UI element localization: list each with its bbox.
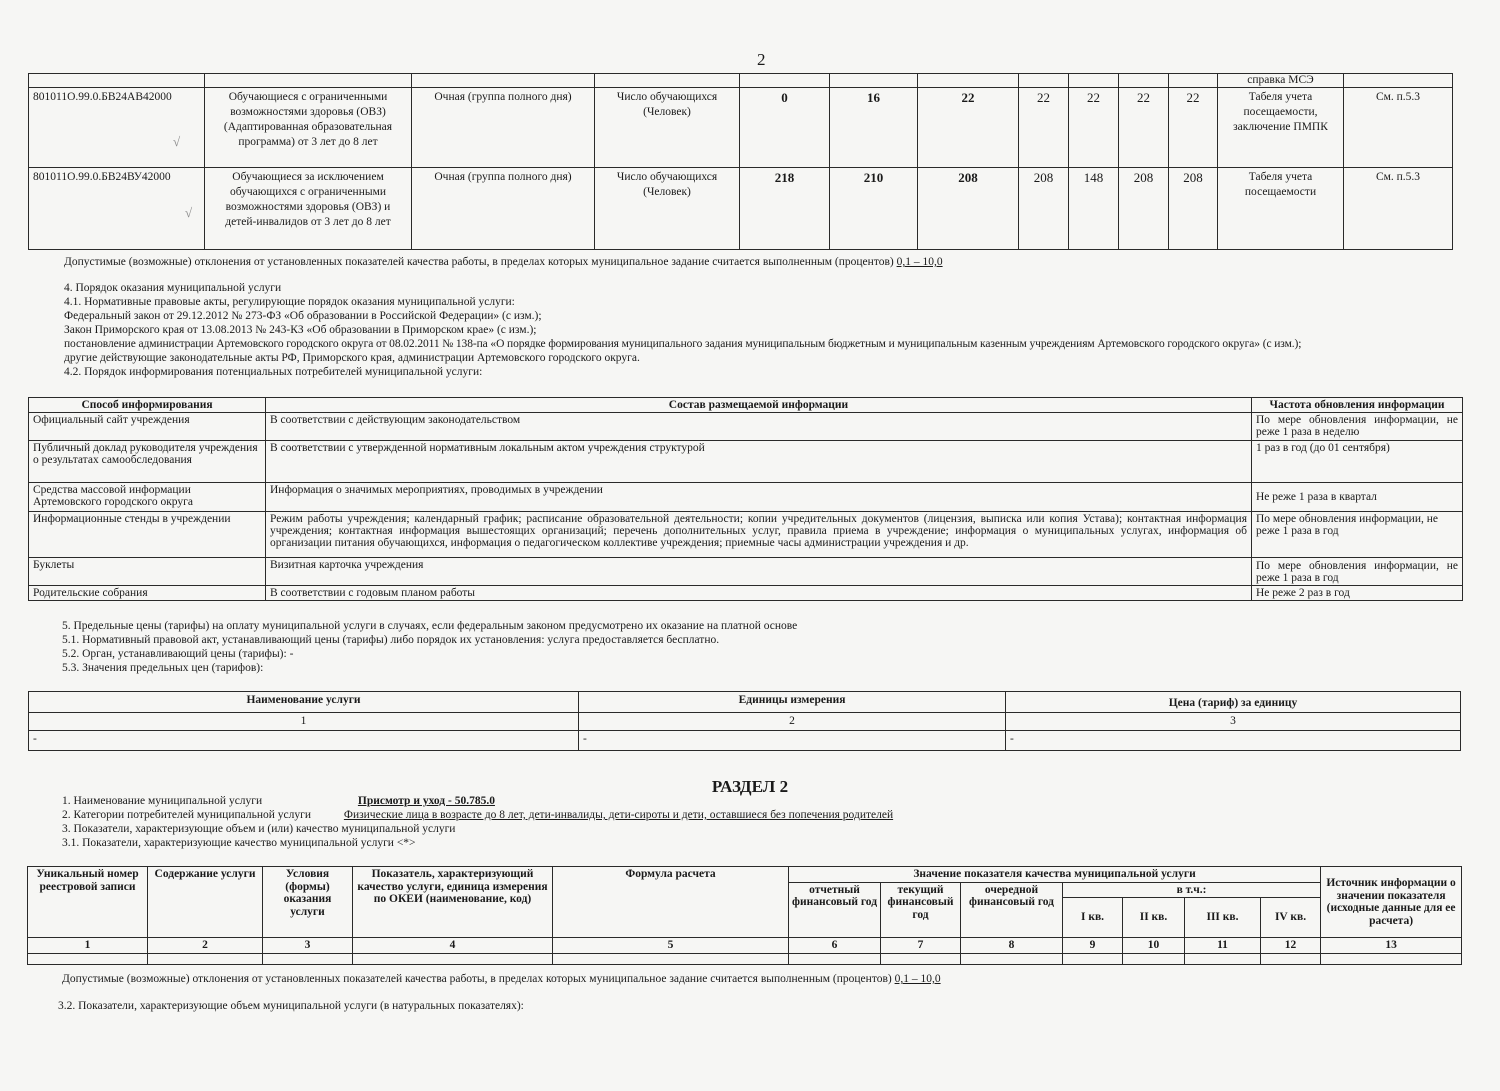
header-q2: II кв. bbox=[1123, 898, 1185, 938]
quality-indicators-table bbox=[27, 866, 1462, 965]
table-top-row bbox=[29, 74, 1453, 88]
header-content: Состав размещаемой информации bbox=[266, 398, 1252, 413]
header-form: Условия (формы) оказания услуги bbox=[263, 867, 353, 938]
header-report-year: отчетный финансовый год bbox=[789, 882, 881, 938]
value-current-year: 16 bbox=[830, 88, 918, 168]
service-form: Очная (группа полного дня) bbox=[412, 168, 595, 250]
law-1: Федеральный закон от 29.12.2012 № 273-ФЗ «Об образовании в Российской Федерации» (с изм.); bbox=[64, 310, 542, 322]
col-number: 1 bbox=[28, 938, 148, 954]
units-cell: - bbox=[579, 731, 1006, 751]
header-next-year: очередной финансовый год bbox=[961, 882, 1063, 938]
header-q1: I кв. bbox=[1063, 898, 1123, 938]
value-q3: 208 bbox=[1119, 168, 1169, 250]
volume-indicators-table bbox=[28, 73, 1453, 250]
table-row bbox=[29, 558, 1463, 586]
table-row bbox=[29, 168, 1453, 250]
registry-code: 801011О.99.0.БВ24АВ42000 bbox=[29, 88, 205, 168]
section-2-3-2: 3.2. Показатели, характеризующие объем муниципальной услуги (в натуральных показателях): bbox=[58, 1000, 524, 1012]
method-cell: Официальный сайт учреждения bbox=[29, 413, 266, 441]
header-content: Содержание услуги bbox=[148, 867, 263, 938]
method-cell: Публичный доклад руководителя учреждения о результатах самообследования bbox=[29, 441, 266, 483]
method-cell: Буклеты bbox=[29, 558, 266, 586]
value-report-year: 218 bbox=[740, 168, 830, 250]
header-units: Единицы измерения bbox=[579, 692, 1006, 713]
table-row bbox=[29, 441, 1463, 483]
content-cell: Визитная карточка учреждения bbox=[266, 558, 1252, 586]
content-cell: Информация о значимых мероприятиях, проводимых в учреждении bbox=[266, 483, 1252, 512]
deviation-line bbox=[62, 973, 941, 985]
content-cell: В соответствии с годовым планом работы bbox=[266, 586, 1252, 601]
value-q4: 22 bbox=[1169, 88, 1218, 168]
reference: См. п.5.3 bbox=[1344, 88, 1453, 168]
service-content: Обучающиеся с ограниченными возможностями здоровья (ОВЗ) (Адаптированная образовательная программа) от 3 лет до 8 лет bbox=[205, 88, 412, 168]
information-table bbox=[28, 397, 1463, 601]
header-current-year: текущий финансовый год bbox=[881, 882, 961, 938]
table-row bbox=[29, 586, 1463, 601]
header-value: Значение показателя качества муниципальной услуги bbox=[789, 867, 1321, 883]
consumer-category-label: 2. Категории потребителей муниципальной услуги bbox=[62, 809, 311, 821]
service-name-cell: - bbox=[29, 731, 579, 751]
indicator-name: Число обучающихся (Человек) bbox=[595, 88, 740, 168]
section-5-1: 5.1. Нормативный правовой акт, устанавливающий цены (тарифы) либо порядок их установления: услуга предоставляется бесплатно. bbox=[62, 634, 720, 646]
frequency-cell: 1 раз в год (до 01 сентября) bbox=[1252, 441, 1463, 483]
value-current-year: 210 bbox=[830, 168, 918, 250]
consumer-category-value: Физические лица в возрасте до 8 лет, дети-инвалиды, дети-сироты и дети, оставшиеся без попечения родителей bbox=[343, 809, 894, 821]
header-service-name: Наименование услуги bbox=[29, 692, 579, 713]
data-source: Табеля учета посещаемости bbox=[1218, 168, 1344, 250]
col-number: 12 bbox=[1261, 938, 1321, 954]
deviation-text: Допустимые (возможные) отклонения от установленных показателей качества работы, в пределах которых муниципальное задание считается выполненным (процентов) bbox=[64, 256, 894, 268]
header-q4: IV кв. bbox=[1261, 898, 1321, 938]
col-number: 8 bbox=[961, 938, 1063, 954]
col-number: 1 bbox=[29, 713, 579, 731]
col-number: 3 bbox=[263, 938, 353, 954]
section-title: РАЗДЕЛ 2 bbox=[711, 777, 789, 796]
frequency-cell: По мере обновления информации, не реже 1 раза в год bbox=[1252, 558, 1463, 586]
value-next-year: 208 bbox=[918, 168, 1019, 250]
deviation-text: Допустимые (возможные) отклонения от установленных показателей качества работы, в пределах которых муниципальное задание считается выполненным (процентов) bbox=[62, 973, 892, 985]
section-5-2: 5.2. Орган, устанавливающий цены (тарифы): - bbox=[62, 648, 294, 660]
service-name-line bbox=[62, 795, 495, 808]
frequency-cell: По мере обновления информации, не реже 1 раза в неделю bbox=[1252, 413, 1463, 441]
header-q3: III кв. bbox=[1185, 898, 1261, 938]
header-method: Способ информирования bbox=[29, 398, 266, 413]
method-cell: Информационные стенды в учреждении bbox=[29, 512, 266, 558]
col-number: 2 bbox=[579, 713, 1006, 731]
content-cell: В соответствии с действующим законодательством bbox=[266, 413, 1252, 441]
col-number: 13 bbox=[1321, 938, 1462, 954]
col-number: 10 bbox=[1123, 938, 1185, 954]
column-numbers-row bbox=[28, 938, 1462, 954]
value-q3: 22 bbox=[1119, 88, 1169, 168]
frequency-cell: По мере обновления информации, не реже 1 раза в год bbox=[1252, 512, 1463, 558]
header-registry-code: Уникальный номер реестровой записи bbox=[28, 867, 148, 938]
header-including: в т.ч.: bbox=[1063, 882, 1321, 898]
table-row bbox=[29, 512, 1463, 558]
header-price: Цена (тариф) за единицу bbox=[1006, 692, 1461, 713]
deviation-line bbox=[64, 256, 943, 268]
value-report-year: 0 bbox=[740, 88, 830, 168]
service-content: Обучающиеся за исключением обучающихся с ограниченными возможностями здоровья (ОВЗ) и детей-инвалидов от 3 лет до 8 лет bbox=[205, 168, 412, 250]
check-mark-icon: √ bbox=[185, 205, 193, 220]
reference: См. п.5.3 bbox=[1344, 168, 1453, 250]
col-number: 4 bbox=[353, 938, 553, 954]
price-cell: - bbox=[1006, 731, 1461, 751]
value-q1: 22 bbox=[1019, 88, 1069, 168]
law-3: постановление администрации Артемовского городского округа от 08.02.2011 № 138-па «О порядке формирования муниципального задания муниципальным бюджетным и муниципальным казенным учреждениям Артемовского городского округа» (с изм.); bbox=[64, 338, 1302, 350]
value-q2: 148 bbox=[1069, 168, 1119, 250]
method-cell: Средства массовой информации Артемовского городского округа bbox=[29, 483, 266, 512]
col-number: 3 bbox=[1006, 713, 1461, 731]
page-number: 2 bbox=[757, 50, 766, 69]
section-2-3-1: 3.1. Показатели, характеризующие качество муниципальной услуги <*> bbox=[62, 837, 416, 849]
method-cell: Родительские собрания bbox=[29, 586, 266, 601]
consumer-category-line bbox=[62, 809, 893, 822]
header-indicator: Показатель, характеризующий качество услуги, единица измерения по ОКЕИ (наименование, код) bbox=[353, 867, 553, 938]
frequency-cell: Не реже 1 раза в квартал bbox=[1252, 483, 1463, 512]
header-formula: Формула расчета bbox=[553, 867, 789, 938]
section-5-3: 5.3. Значения предельных цен (тарифов): bbox=[62, 662, 264, 674]
check-mark-icon: √ bbox=[173, 134, 181, 149]
value-q2: 22 bbox=[1069, 88, 1119, 168]
col-number: 9 bbox=[1063, 938, 1123, 954]
content-cell: Режим работы учреждения; календарный график; расписание образовательной деятельности; копии учредительных документов (лицензия, выписка или копия Устава); контактная информация учреждения; контактная информация вышестоящих организаций; перечень дополнительных услуг, правила приема в учреждение; информация о муниципальных услугах, информация об организации питания обучающихся, информация о педагогическом коллективе учреждения; приемные часы администрации учреждения и др. bbox=[266, 512, 1252, 558]
col-number: 6 bbox=[789, 938, 881, 954]
header-source: Источник информации о значении показателя (исходные данные для ее расчета) bbox=[1321, 867, 1462, 938]
section-4-1: 4.1. Нормативные правовые акты, регулирующие порядок оказания муниципальной услуги: bbox=[64, 296, 515, 308]
registry-code: 801011О.99.0.БВ24ВУ42000 bbox=[29, 168, 205, 250]
section-4-title: 4. Порядок оказания муниципальной услуги bbox=[64, 282, 282, 294]
col-number: 11 bbox=[1185, 938, 1261, 954]
deviation-value: 0,1 – 10,0 bbox=[894, 973, 941, 985]
col-number: 2 bbox=[148, 938, 263, 954]
table-row bbox=[29, 483, 1463, 512]
table-row bbox=[29, 88, 1453, 168]
data-source: Табеля учета посещаемости, заключение ПМПК bbox=[1218, 88, 1344, 168]
value-q4: 208 bbox=[1169, 168, 1218, 250]
header-frequency: Частота обновления информации bbox=[1252, 398, 1463, 413]
table-row bbox=[28, 953, 1462, 964]
value-q1: 208 bbox=[1019, 168, 1069, 250]
section-4-2: 4.2. Порядок информирования потенциальных потребителей муниципальной услуги: bbox=[64, 366, 483, 378]
service-name-label: 1. Наименование муниципальной услуги bbox=[62, 795, 263, 807]
value-next-year: 22 bbox=[918, 88, 1019, 168]
frequency-cell: Не реже 2 раз в год bbox=[1252, 586, 1463, 601]
content-cell: В соответствии с утвержденной нормативным локальным актом учреждения структурой bbox=[266, 441, 1252, 483]
table-row bbox=[29, 731, 1461, 751]
service-form: Очная (группа полного дня) bbox=[412, 88, 595, 168]
indicator-name: Число обучающихся (Человек) bbox=[595, 168, 740, 250]
law-2: Закон Приморского края от 13.08.2013 № 243-КЗ «Об образовании в Приморском крае» (с изм.); bbox=[64, 324, 537, 336]
source-top-cell: справка МСЭ bbox=[1218, 74, 1344, 88]
col-number: 7 bbox=[881, 938, 961, 954]
section-2-3: 3. Показатели, характеризующие объем и (или) качество муниципальной услуги bbox=[62, 823, 456, 835]
law-4: другие действующие законодательные акты РФ, Приморского края, администрации Артемовского городского округа. bbox=[64, 352, 640, 364]
service-name-value: Присмотр и уход - 50.785.0 bbox=[357, 795, 495, 807]
tariff-table bbox=[28, 691, 1461, 751]
section-5-title: 5. Предельные цены (тарифы) на оплату муниципальной услуги в случаях, если федеральным законом предусмотрено их оказание на платной основе bbox=[62, 620, 798, 632]
deviation-value: 0,1 – 10,0 bbox=[896, 256, 943, 268]
table-row bbox=[29, 413, 1463, 441]
col-number: 5 bbox=[553, 938, 789, 954]
